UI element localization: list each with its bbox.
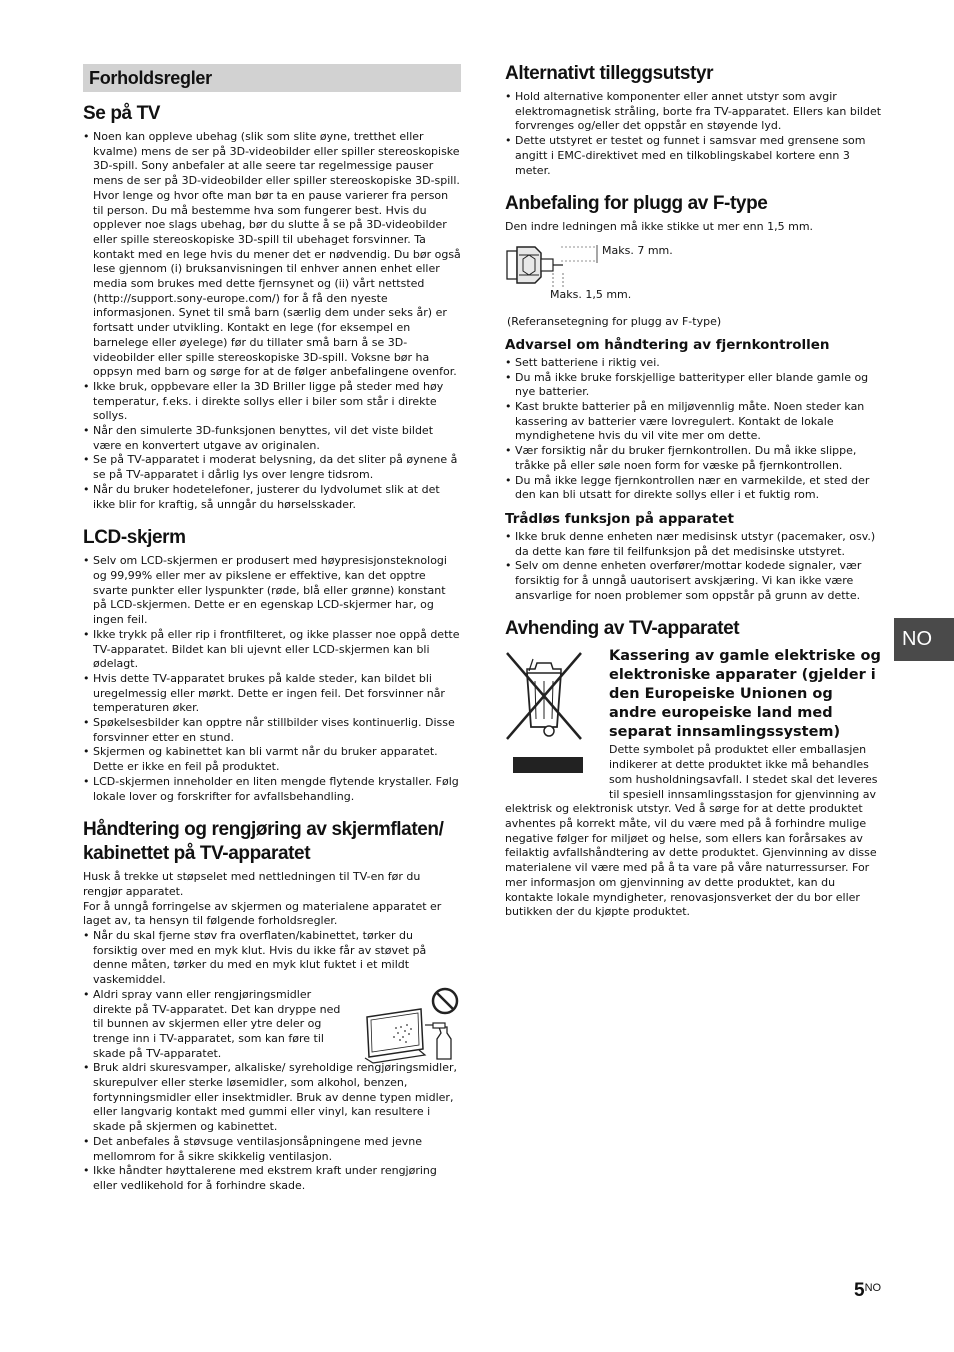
list-item: • Når du skal fjerne støv fra overflaten/kabinettet, tørker du forsiktig over med en myk klut. Hvis du ikke får av støvet på denne måten, tørker du med en myk klut fuktet i et mildt vaskemiddel. <box>83 929 461 988</box>
language-tab: NO <box>894 618 954 661</box>
list-fjernkontroll <box>505 356 883 503</box>
list-item: • Vær forsiktig når du bruker fjernkontrollen. Du må ikke slippe, tråkke på eller søle noen form for væske på fjernkontrollen. <box>505 444 883 473</box>
list-item: • Bruk aldri skuresvamper, alkaliske/ syreholdige rengjøringsmidler, skurepulver eller sterke løsemidler, som alkohol, benzen, fortynningsmidler eller insektmidler. Bruk av denne typen midler, eller langvarig kontakt med gummi eller vinyl, kan resultere i skade på skjermen og kabinettet. <box>83 1061 461 1135</box>
list-item: • Aldri spray vann eller rengjøringsmidler direkte på TV-apparatet. Det kan dryppe ned til bunnen av skjermen eller ytre deler og trenge inn i TV-apparatet, som kan føre til skade på TV-apparatet. <box>83 988 343 1062</box>
plug-label-max7: Maks. 7 mm. <box>602 243 673 257</box>
list-item: • Du må ikke legge fjernkontrollen nær en varmekilde, et sted der den kan bli utsatt for direkte sollys eller i et fuktig rom. <box>505 474 883 503</box>
list-item: • Ikke håndter høyttalerene med ekstrem kraft under rengjøring eller vedlikehold for å forhindre skade. <box>83 1164 461 1193</box>
list-item: • Hvis dette TV-apparatet brukes på kalde steder, kan bildet bli uregelmessig eller mørkt. Dette er ingen feil. Det forsvinner når temperaturen øker. <box>83 672 461 716</box>
heading-handtering: Håndtering og rengjøring av skjermflaten/ kabinettet på TV-apparatet <box>83 819 444 865</box>
list-item: • Det anbefales å støvsuge ventilasjonsåpningene med jevne mellomrom for å sikre skikkelig ventilasjon. <box>83 1135 461 1164</box>
section-title-bar: Forholdsregler <box>83 64 461 92</box>
list-item: • Ikke trykk på eller rip i frontfilteret, og ikke plasser noe oppå dette TV-apparatet. Bildet kan bli ujevnt eller LCD-skjermen kan bli ødelagt. <box>83 628 461 672</box>
heading-avhending: Avhending av TV-apparatet <box>505 618 740 640</box>
list-lcd-skjerm <box>83 554 461 804</box>
weee-body-text: Dette symbolet på produktet eller emballasjen indikerer at dette produktet ikke må behandles som husholdningsavfall. I stedet skal det leveres til spesiell innsamlingsstasjon for gjenvinning av elektrisk og elektronisk utstyr. Ved å sørge for at dette produktet avhentes på korrekt måte, vil du være med på å forhindre mulige negative følger for miljøet og helse, som ellers kan forårsakes av feilaktig avfallshåndtering av dette produktet. Gjenvinning av disse materialene vil være med på å ta vare på våre naturressurser. For mer informasjon om gjenvinning av dette produktet, kan du kontakte lokale myndigheter, renovasjonsverket der du bor eller butikken der du kjøpte produktet. <box>505 743 878 919</box>
left-column <box>83 62 461 1194</box>
page-number <box>854 1280 881 1302</box>
crossed-bin-icon <box>505 651 583 777</box>
weee-block <box>505 647 883 919</box>
list-item: • Selv om denne enheten overfører/mottar kodede signaler, vær forsiktig for å unngå uautorisert avskjæring. Vi kan ikke være ansvarlige for noen problemer som oppstår på grunn av dette. <box>505 559 883 603</box>
list-item: • Noen kan oppleve ubehag (slik som slite øyne, tretthet eller kvalme) mens de ser på 3D-videobilder eller spiller stereoskopiske 3D-spill. Sony anbefaler at alle seere tar regelmessige pauser mens de ser på 3D-videobilder eller spiller stereoskopiske 3D-spill. Hvor lenge og hvor ofte man bør ta en pause varierer fra person til person. Du må bestemme hva som fungerer best. Hvis du opplever noe slags ubehag, bør du slutte å se på 3D-videobilder eller spille stereoskopiske 3D-spill til ubehaget forsvinner. Ta kontakt med en lege hvis du mener det er nødvendig. Du bør også lese gjennom (i) bruksanvisningen til enhver annen enhet eller media som brukes med dette fjernsynet og (ii) vårt nettsted (http://support.sony-europe.com/) for å få den nyeste informasjonen. Synet til små barn (særlig dem under seks år) er fortsatt under utvikling. Kontakt en lege (for eksempel en barnelege eller øyelege) før du tillater små barn å se 3D-videobilder eller spille stereoskopiske 3D-spill. Voksne bør ha oppsyn med barn og sørge for at de følger anbefalingene ovenfor. <box>83 130 461 380</box>
heading-lcd-skjerm: LCD-skjerm <box>83 527 186 549</box>
list-se-pa-tv <box>83 130 461 512</box>
f-plug-figure <box>505 241 883 315</box>
list-item: • Sett batteriene i riktig vei. <box>505 356 883 371</box>
list-item: • Kast brukte batterier på en miljøvennlig måte. Noen steder kan kassering av batterier være lovregulert. Kontakt de lokale myndighetene hvis du vil vite mer om dette. <box>505 400 883 444</box>
list-item: • Hold alternative komponenter eller annet utstyr som avgir elektromagnetisk stråling, borte fra TV-apparatet. Ellers kan bildet forvrenges og/eller det oppstår en støyende lyd. <box>505 90 883 134</box>
list-item: • Spøkelsesbilder kan opptre når stillbilder vises kontinuerlig. Disse forsvinner etter en stund. <box>83 716 461 745</box>
page-number-suffix: NO <box>864 1282 882 1294</box>
list-tradlos <box>505 530 883 604</box>
list-item: • Se på TV-apparatet i moderat belysning, da det sliter på øynene å se på TV-apparatet i dårlig lys over lengre tidsrom. <box>83 453 461 482</box>
right-column <box>505 62 883 920</box>
plug-label-max15: Maks. 1,5 mm. <box>550 287 632 301</box>
list-item: • Ikke bruk, oppbevare eller la 3D Briller ligge på steder med høy temperatur, f.eks. i direkte sollys eller i biler som står i direkte sollys. <box>83 380 461 424</box>
heading-tradlos: Trådløs funksjon på apparatet <box>505 510 734 527</box>
f-plug-drawing <box>505 241 605 291</box>
list-item: • Når den simulerte 3D-funksjonen benyttes, vil det viste bildet være en konvertert utgave av originalen. <box>83 424 461 453</box>
f-plug-text: Den indre ledningen må ikke stikke ut mer enn 1,5 mm. <box>505 220 814 234</box>
heading-tilleggsutstyr: Alternativt tilleggsutstyr <box>505 63 714 84</box>
list-item: • Dette utstyret er testet og funnet i samsvar med grensene som angitt i EMC-direktivet med en tilkoblingskabel kortere enn 3 meter. <box>505 134 883 178</box>
heading-se-pa-tv: Se på TV <box>83 103 161 124</box>
heading-f-plugg: Anbefaling for plugg av F-type <box>505 193 768 215</box>
page-number-digit: 5 <box>854 1280 865 1301</box>
plug-caption: (Referansetegning for plugg av F-type) <box>507 314 722 328</box>
intro-text: For å unngå forringelse av skjermen og materialene apparatet er laget av, ta hensyn til følgende forholdsregler. <box>83 899 442 928</box>
list-tilleggsutstyr <box>505 90 883 178</box>
list-item: • Selv om LCD-skjermen er produsert med høypresisjonsteknologi og 99,99% eller mer av pikslene er effektive, kan det opptre svarte punkter eller lyspunkter (røde, blå eller grønne) konstant på LCD-skjermen. Dette er en egenskap LCD-skjermer har, og ingen feil. <box>83 554 461 628</box>
list-item: • Du må ikke bruke forskjellige batterityper eller blande gamle og nye batterier. <box>505 371 883 400</box>
heading-fjernkontroll: Advarsel om håndtering av fjernkontrollen <box>505 336 830 353</box>
list-item: • Når du bruker hodetelefoner, justerer du lydvolumet slik at det ikke blir for kraftig, så unngår du hørselsskader. <box>83 483 461 512</box>
list-item: • LCD-skjermen inneholder en liten mengde flytende krystaller. Følg lokale lover og forskrifter for avfallsbehandling. <box>83 775 461 804</box>
weee-title: Kassering av gamle elektriske og elektroniske apparater (gjelder i den Europeiske Unionen og andre europeiske land med separat innsamlingssystem) <box>609 648 881 741</box>
cleaning-list-wrap <box>83 929 461 1194</box>
no-spray-tv-illustration <box>361 987 461 1065</box>
intro-text: Husk å trekke ut støpselet med nettledningen til TV-en før du rengjør apparatet. <box>83 870 421 898</box>
list-item: • Ikke bruk denne enheten nær medisinsk utstyr (pacemaker, osv.) da dette kan føre til feilfunksjon på det medisinske utstyret. <box>505 530 883 559</box>
list-item: • Skjermen og kabinettet kan bli varmt når du bruker apparatet. Dette er ikke en feil på produktet. <box>83 745 461 774</box>
